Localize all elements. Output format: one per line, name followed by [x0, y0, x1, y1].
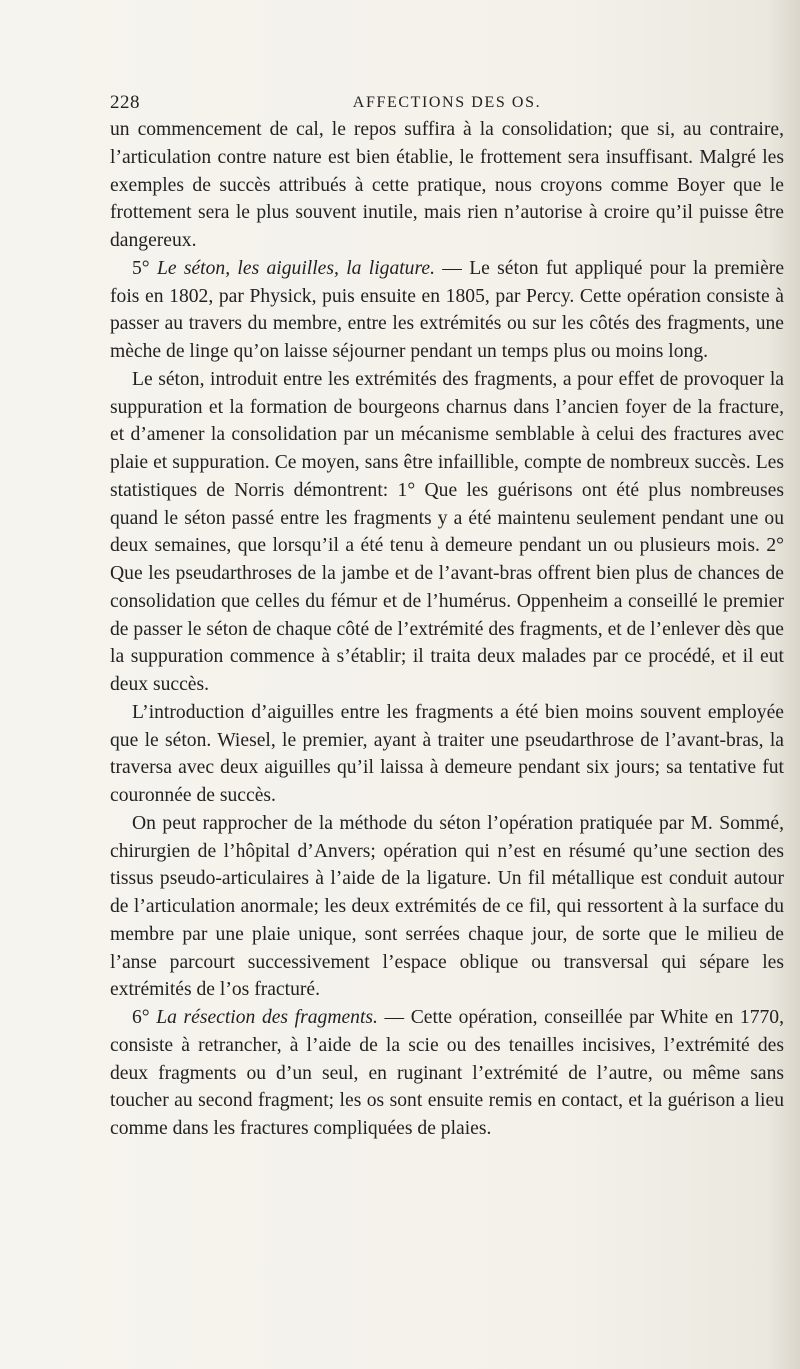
paragraph-seton-effects	[110, 366, 784, 699]
running-head: AFFECTIONS DES OS.	[352, 94, 542, 111]
paragraph-text: — Le séton fut appliqué pour la première fois en 1802, par Physick, puis ensuite en 1805, par Percy. Cette opération consiste à passer au travers du membre, entre les extrémités ou sur les côtés des fragments, une mèche de linge qu’on laisse séjourner pendant un temps plus ou moins long.	[110, 257, 785, 362]
section-heading: Le séton, les aiguilles, la ligature.	[156, 257, 435, 279]
paragraph-aiguilles	[110, 699, 784, 810]
paragraph-text: On peut rapprocher de la méthode du séton l’opération pratiquée par M. Sommé, chirurgien de l’hôpital d’Anvers; opération qui n’est en résumé qu’une section des tissus pseudo-articulaires à l’aide de la ligature. Un fil métallique est conduit autour de l’articulation anormale; les deux extrémités de ce fil, qui ressortent à la surface du membre par une plaie unique, sont serrées chaque jour, de sorte que le milieu de l’anse parcourt successivement l’espace oblique ou transversal qui sépare les extrémités de l’os fracturé.	[110, 812, 784, 1001]
section-number: 6°	[132, 1007, 157, 1028]
paragraph-text: L’introduction d’aiguilles entre les fragments a été bien moins souvent employée que le séton. Wiesel, le premier, ayant à traiter une pseudarthrose de l’avant-bras, la traversa avec deux aiguilles qu’il laissa à demeure pendant six jours; sa tentative fut couronnée de succès.	[110, 701, 784, 806]
paragraph-seton-section	[110, 255, 784, 366]
paragraph-text: un commencement de cal, le repos suffira à la consolidation; que si, au contraire, l’articulation contre nature est bien établie, le frottement sera insuffisant. Malgré les exemples de succès attribués à cette pratique, nous croyons comme Boyer que le frottement sera le plus souvent inutile, mais rien n’autorise à croire qu’il puisse être dangereux.	[110, 119, 784, 251]
body-text	[110, 116, 784, 1143]
page-number: 228	[110, 92, 140, 113]
section-number: 5°	[132, 257, 157, 279]
section-heading: La résection des fragments.	[156, 1007, 378, 1028]
paragraph-continuation	[110, 116, 784, 255]
page-header	[110, 92, 784, 118]
paragraph-text: Le séton, introduit entre les extrémités des fragments, a pour effet de provoquer la suppuration et la formation de bourgeons charnus dans l’ancien foyer de la fracture, et d’amener la consolidation par un mécanisme semblable à celui des fractures avec plaie et suppuration. Ce moyen, sans être infaillible, compte de nombreux succès. Les statistiques de Norris démontrent: 1° Que les guérisons ont été plus nombreuses quand le séton passé entre les fragments y a été maintenu seulement pendant une ou deux semaines, que lorsqu’il a été tenu à demeure pendant un ou plusieurs mois. 2° Que les pseudarthroses de la jambe et de l’avant-bras offrent bien plus de chances de consolidation que celles du fémur et de l’humérus. Oppenheim a conseillé le premier de passer le séton de chaque côté de l’extrémité des fragments, et de l’enlever dès que la suppuration commence à s’établir; il traita deux malades par ce procédé, et il eut deux succès.	[110, 368, 784, 695]
paragraph-ligature	[110, 810, 784, 1004]
paragraph-text: — Cette opération, conseillée par White en 1770, consiste à retrancher, à l’aide de la scie ou des tenailles incisives, l’extrémité des deux fragments ou d’un seul, en ruginant l’extrémité de l’autre, ou même sans toucher au second fragment; les os sont ensuite remis en contact, et la guérison a lieu comme dans les fractures compliquées de plaies.	[110, 1007, 784, 1139]
paragraph-resection-section	[110, 1004, 784, 1143]
